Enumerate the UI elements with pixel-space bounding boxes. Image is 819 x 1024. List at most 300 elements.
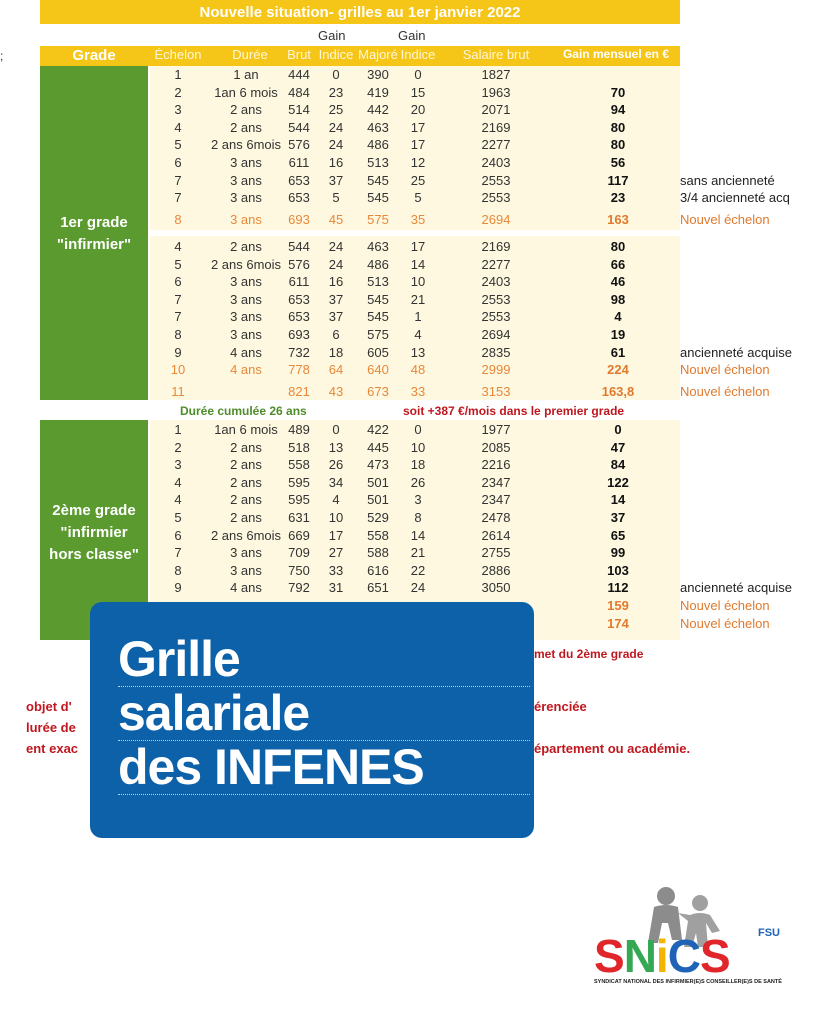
- cell-gain: 37: [610, 510, 626, 525]
- cell-salaire: 1963: [481, 84, 511, 100]
- cell-echelon: 8: [174, 211, 182, 227]
- table-row: [0, 327, 819, 345]
- cell-brut: 444: [288, 67, 310, 82]
- overlay-title: [118, 632, 424, 794]
- table-row: [0, 102, 819, 120]
- cell-indice-2: 14: [410, 527, 426, 543]
- cell-duree: 3 ans: [230, 274, 262, 290]
- cell-brut: 611: [288, 155, 310, 170]
- cell-majore: 640: [367, 362, 389, 378]
- cell-gain: 23: [610, 190, 626, 206]
- header-indice-2: Indice: [400, 47, 436, 62]
- cell-indice-2: 13: [410, 344, 426, 360]
- cell-echelon: 7: [174, 309, 182, 325]
- cell-echelon: 3: [174, 102, 182, 118]
- cell-echelon: 11: [171, 383, 185, 399]
- cell-majore: 575: [367, 211, 389, 227]
- header-brut: Brut: [287, 47, 311, 62]
- cell-echelon: 5: [174, 137, 182, 153]
- cell-gain: 19: [610, 327, 626, 342]
- cell-indice-2: 4: [414, 327, 422, 342]
- cell-echelon: 4: [174, 119, 182, 135]
- cell-majore: 673: [367, 383, 389, 399]
- cell-indice-2: 21: [410, 291, 426, 307]
- cell-majore: 616: [367, 562, 389, 578]
- cell-indice: 4: [332, 492, 340, 508]
- cell-duree: 3 ans: [230, 155, 262, 170]
- cell-gain: 47: [610, 439, 626, 455]
- cut-text: ;: [0, 49, 4, 63]
- logo-letter-s2: S: [699, 930, 730, 982]
- cell-brut: 653: [288, 172, 310, 188]
- cell-echelon: 7: [174, 190, 182, 206]
- cell-indice-2: 25: [410, 172, 426, 188]
- overlay-line-3: des INFENES: [118, 739, 424, 795]
- cell-majore: 422: [367, 422, 389, 437]
- logo-letter-i: i: [655, 930, 668, 982]
- cell-indice: 24: [328, 119, 344, 135]
- cell-echelon: 4: [174, 492, 182, 508]
- cell-indice-2: 22: [410, 562, 426, 578]
- row-note: Nouvel échelon: [680, 598, 770, 613]
- cell-brut: 544: [288, 239, 310, 254]
- cell-salaire: 2886: [481, 562, 511, 578]
- cell-salaire: 2085: [481, 439, 511, 455]
- cell-brut: 631: [288, 510, 310, 525]
- summary-duration: Durée cumulée 26 ans: [180, 404, 307, 418]
- cell-duree: 3 ans: [230, 309, 262, 325]
- cell-indice-2: 10: [410, 274, 426, 290]
- cell-echelon: 9: [174, 344, 182, 360]
- cell-majore: 486: [367, 137, 389, 153]
- grade1-label-2: "infirmier": [56, 236, 132, 253]
- cell-indice: 18: [328, 344, 344, 360]
- cell-majore: 486: [367, 256, 389, 272]
- row-note: Nouvel échelon: [680, 211, 770, 227]
- overlay-dotline-1: [118, 686, 530, 687]
- bottom-text-1-left: objet d': [26, 699, 72, 714]
- cell-majore: 575: [367, 327, 389, 342]
- cell-majore: 445: [367, 439, 389, 455]
- cell-indice: 31: [328, 580, 344, 596]
- cell-duree: 3 ans: [230, 172, 262, 188]
- table-row: [0, 545, 819, 563]
- header-duree: Durée: [232, 47, 268, 62]
- fsu-label: FSU: [758, 927, 780, 939]
- cell-salaire: 2553: [481, 172, 511, 188]
- cell-duree: 2 ans: [230, 457, 262, 473]
- cell-indice-2: 17: [410, 137, 426, 153]
- cell-majore: 545: [367, 172, 389, 188]
- cell-gain: 46: [610, 274, 626, 290]
- cell-salaire: 2694: [481, 211, 511, 227]
- cell-indice-2: 33: [410, 383, 426, 399]
- cell-indice: 26: [328, 457, 344, 473]
- table-row: [0, 422, 819, 440]
- cell-majore: 501: [367, 474, 389, 490]
- cell-gain: 14: [610, 492, 626, 508]
- cell-majore: 419: [367, 84, 389, 100]
- cell-gain: 174: [607, 615, 629, 631]
- cell-indice-2: 1: [414, 309, 422, 325]
- table-row: [0, 492, 819, 510]
- cell-echelon: 5: [174, 510, 182, 525]
- cell-gain: 4: [614, 309, 622, 325]
- cell-duree: 4 ans: [230, 580, 262, 596]
- cell-echelon: 6: [174, 527, 182, 543]
- cell-indice: 23: [328, 84, 344, 100]
- cell-echelon: 1: [174, 422, 182, 437]
- cell-brut: 518: [288, 439, 310, 455]
- cell-salaire: 2835: [481, 344, 511, 360]
- table-row: [0, 67, 819, 85]
- cell-gain: 159: [607, 598, 629, 613]
- cell-indice: 5: [332, 190, 340, 206]
- cell-duree: 2 ans 6mois: [210, 137, 282, 153]
- table-row: [0, 137, 819, 155]
- cell-gain: 94: [610, 102, 626, 118]
- cell-salaire: 2169: [481, 119, 511, 135]
- cell-gain: 56: [610, 155, 626, 170]
- cell-indice: 24: [328, 239, 344, 254]
- cell-duree: 1an 6 mois: [214, 84, 278, 100]
- cell-salaire: 2553: [481, 309, 511, 325]
- cell-gain: 112: [607, 580, 629, 596]
- cell-gain: 80: [610, 119, 626, 135]
- cell-brut: 489: [288, 422, 310, 437]
- cell-duree: 1 an: [233, 67, 259, 82]
- table-row: [0, 292, 819, 310]
- row-note: sans ancienneté: [680, 172, 775, 188]
- bottom-text-0: met du 2ème grade: [534, 647, 644, 661]
- cell-indice-2: 26: [410, 474, 426, 490]
- cell-brut: 693: [288, 211, 310, 227]
- header-salaire: Salaire brut: [462, 47, 530, 62]
- overlay-line-2: salariale: [118, 685, 310, 741]
- cell-salaire: 2277: [481, 137, 511, 153]
- cell-brut: 693: [288, 327, 310, 342]
- cell-duree: 3 ans: [230, 562, 262, 578]
- cell-echelon: 9: [174, 580, 182, 596]
- cell-indice-2: 0: [414, 422, 422, 437]
- cell-brut: 821: [288, 383, 310, 399]
- table-row: [0, 190, 819, 208]
- header-echelon: Échelon: [154, 47, 202, 62]
- cell-echelon: 7: [174, 172, 182, 188]
- cell-indice: 45: [328, 211, 344, 227]
- cell-majore: 651: [367, 580, 389, 596]
- cell-brut: 669: [288, 527, 310, 543]
- table-row: [0, 384, 819, 402]
- cell-salaire: 2347: [481, 474, 511, 490]
- cell-indice: 43: [328, 383, 344, 399]
- table-row: [0, 528, 819, 546]
- table-row: [0, 309, 819, 327]
- cell-gain: 117: [607, 172, 629, 188]
- cell-duree: 2 ans 6mois: [210, 256, 282, 272]
- bottom-text-2-left: lurée de: [26, 720, 76, 735]
- cell-indice-2: 24: [410, 580, 426, 596]
- table-row: [0, 239, 819, 257]
- cell-brut: 595: [288, 474, 310, 490]
- table-row: [0, 563, 819, 581]
- table-row: [0, 155, 819, 173]
- summary-gain: soit +387 €/mois dans le premier grade: [403, 404, 625, 418]
- cell-duree: 3 ans: [230, 211, 262, 227]
- bottom-text-1-right: érenciée: [534, 699, 587, 714]
- cell-brut: 653: [288, 309, 310, 325]
- cell-indice-2: 17: [410, 239, 426, 254]
- cell-brut: 653: [288, 291, 310, 307]
- cell-majore: 513: [367, 155, 389, 170]
- cell-gain: 163,8: [601, 383, 635, 399]
- cell-duree: 2 ans: [230, 119, 262, 135]
- cell-salaire: 2277: [481, 256, 511, 272]
- header-indice: Indice: [318, 47, 354, 62]
- cell-majore: 545: [367, 190, 389, 206]
- cell-brut: 792: [288, 580, 310, 596]
- cell-echelon: 10: [170, 362, 186, 378]
- cell-indice: 16: [328, 274, 344, 290]
- table-row: [0, 274, 819, 292]
- cell-brut: 576: [288, 256, 310, 272]
- grade2-label-3: hors classe": [49, 546, 139, 563]
- cell-echelon: 1: [174, 67, 182, 82]
- cell-brut: 484: [288, 84, 310, 100]
- cell-gain: 80: [610, 137, 626, 153]
- bottom-text-3-right: épartement ou académie.: [534, 741, 691, 756]
- cell-gain: 80: [610, 239, 626, 254]
- cell-gain: 98: [610, 291, 626, 307]
- table-row: [0, 257, 819, 275]
- cell-salaire: 3050: [481, 580, 511, 596]
- row-note: Nouvel échelon: [680, 362, 770, 378]
- cell-salaire: 2347: [481, 492, 511, 508]
- cell-salaire: 2553: [481, 291, 511, 307]
- cell-salaire: 3153: [481, 383, 511, 399]
- cell-gain: 0: [614, 422, 622, 437]
- table-row: [0, 120, 819, 138]
- cell-gain: 99: [610, 545, 626, 561]
- table-row: [0, 212, 819, 230]
- cell-indice-2: 18: [410, 457, 426, 473]
- row-note: ancienneté acquise: [680, 344, 793, 360]
- cell-duree: 2 ans: [230, 492, 262, 508]
- row-note: Nouvel échelon: [680, 383, 770, 399]
- cell-gain: 122: [607, 474, 629, 490]
- cell-indice: 25: [328, 102, 344, 118]
- cell-indice: 34: [328, 474, 344, 490]
- cell-majore: 513: [367, 274, 389, 290]
- cell-gain: 70: [610, 84, 626, 100]
- cell-salaire: 2755: [481, 545, 511, 561]
- cell-majore: 588: [367, 545, 389, 561]
- cell-indice: 24: [328, 256, 344, 272]
- table-row: [0, 457, 819, 475]
- cell-majore: 529: [367, 510, 389, 525]
- cell-gain: 224: [607, 362, 629, 378]
- grade2-label-1: 2ème grade: [52, 502, 136, 519]
- cell-indice-2: 3: [414, 492, 422, 508]
- cell-salaire: 2614: [481, 527, 511, 543]
- cell-gain: 84: [610, 457, 626, 473]
- cell-echelon: 2: [174, 84, 182, 100]
- logo-letter-n: N: [623, 930, 656, 982]
- cell-echelon: 7: [174, 545, 182, 561]
- cell-gain: 103: [607, 562, 629, 578]
- cell-brut: 576: [288, 137, 310, 153]
- cell-majore: 605: [367, 344, 389, 360]
- cell-indice: 6: [332, 327, 340, 342]
- cell-majore: 545: [367, 291, 389, 307]
- row-note: 3/4 ancienneté acq: [680, 190, 790, 206]
- table-row: [0, 475, 819, 493]
- cell-indice: 24: [328, 137, 344, 153]
- cell-indice: 0: [332, 67, 340, 82]
- cell-salaire: 2553: [481, 190, 511, 206]
- logo-subtitle: SYNDICAT NATIONAL DES INFIRMIER(E)S CONSEILLER(E)S DE SANTÉ: [594, 979, 782, 985]
- gain-header-1: Gain: [318, 28, 346, 43]
- cell-indice-2: 48: [410, 362, 426, 378]
- cell-indice: 33: [328, 562, 344, 578]
- snics-logo: [588, 885, 788, 1005]
- cell-echelon: 7: [174, 291, 182, 307]
- cell-indice-2: 5: [414, 190, 422, 206]
- table-row: [0, 345, 819, 363]
- cell-indice-2: 10: [410, 439, 426, 455]
- cell-duree: 3 ans: [230, 327, 262, 342]
- cell-indice-2: 8: [414, 510, 422, 525]
- cell-echelon: 3: [174, 457, 182, 473]
- overlay-dotline-3: [118, 794, 530, 795]
- cell-indice-2: 17: [410, 119, 426, 135]
- cell-indice-2: 0: [414, 67, 422, 82]
- cell-indice: 16: [328, 155, 344, 170]
- row-note: ancienneté acquise: [680, 580, 793, 596]
- cell-salaire: 2999: [481, 362, 511, 378]
- logo-letter-s: S: [594, 930, 624, 982]
- header-grade: Grade: [72, 47, 116, 64]
- cell-indice: 27: [328, 545, 344, 561]
- logo-letter-c: C: [667, 930, 700, 982]
- cell-gain: 66: [610, 256, 626, 272]
- table-row: [0, 510, 819, 528]
- cell-salaire: 1977: [481, 422, 511, 437]
- cell-duree: 2 ans: [230, 474, 262, 490]
- cell-indice: 0: [332, 422, 340, 437]
- cell-gain: 61: [610, 344, 626, 360]
- cell-brut: 732: [288, 344, 310, 360]
- cell-majore: 463: [367, 239, 389, 254]
- cell-echelon: 8: [174, 562, 182, 578]
- cell-indice-2: 21: [410, 545, 426, 561]
- header-majore: Majoré: [358, 47, 398, 62]
- cell-echelon: 4: [174, 474, 182, 490]
- bottom-text-3-left: ent exac: [26, 741, 79, 756]
- cell-duree: 1an 6 mois: [214, 422, 278, 437]
- table-row: [0, 173, 819, 191]
- cell-indice: 17: [328, 527, 344, 543]
- cell-majore: 501: [367, 492, 389, 508]
- header-gain-mensuel: Gain mensuel en €: [562, 47, 670, 61]
- cell-brut: 750: [288, 562, 310, 578]
- cell-salaire: 2216: [481, 457, 511, 473]
- cell-indice: 13: [328, 439, 344, 455]
- gain-header-2: Gain: [398, 28, 426, 43]
- cell-duree: 3 ans: [230, 545, 262, 561]
- cell-echelon: 4: [174, 239, 182, 254]
- cell-brut: 595: [288, 492, 310, 508]
- table-row: [0, 362, 819, 380]
- cell-indice-2: 20: [410, 102, 426, 118]
- overlay-line-1: Grille: [118, 631, 240, 687]
- snics-wordmark: [594, 930, 730, 982]
- table-title: Nouvelle situation- grilles au 1er janvier 2022: [40, 0, 680, 24]
- cell-duree: 4 ans: [230, 344, 262, 360]
- cell-salaire: 2169: [481, 239, 511, 254]
- grade2-label-2: "infirmier: [60, 524, 128, 541]
- cell-duree: 3 ans: [230, 190, 262, 206]
- cell-majore: 558: [367, 527, 389, 543]
- cell-brut: 544: [288, 119, 310, 135]
- row-note: Nouvel échelon: [680, 615, 770, 631]
- cell-brut: 709: [288, 545, 310, 561]
- cell-duree: 3 ans: [230, 291, 262, 307]
- table-row: [0, 440, 819, 458]
- cell-gain: 163: [607, 211, 629, 227]
- cell-majore: 390: [367, 67, 389, 82]
- cell-duree: 2 ans: [230, 102, 262, 118]
- cell-indice-2: 35: [410, 211, 426, 227]
- cell-brut: 558: [288, 457, 310, 473]
- cell-echelon: 6: [174, 274, 182, 290]
- cell-salaire: 2478: [481, 510, 511, 525]
- cell-brut: 778: [288, 362, 310, 378]
- cell-indice-2: 15: [410, 84, 426, 100]
- grade1-label-1: 1er grade: [60, 214, 128, 231]
- cell-duree: 2 ans: [230, 439, 262, 455]
- cell-majore: 473: [367, 457, 389, 473]
- cell-salaire: 2403: [481, 274, 511, 290]
- cell-salaire: 2403: [481, 155, 511, 170]
- cell-indice-2: 14: [410, 256, 426, 272]
- cell-majore: 545: [367, 309, 389, 325]
- cell-majore: 463: [367, 119, 389, 135]
- cell-duree: 2 ans: [230, 239, 262, 254]
- cell-duree: 4 ans: [230, 362, 262, 378]
- cell-indice-2: 12: [410, 155, 426, 170]
- cell-brut: 611: [288, 274, 310, 290]
- cell-duree: 2 ans: [230, 510, 262, 525]
- cell-salaire: 2694: [481, 327, 511, 342]
- cell-majore: 442: [367, 102, 389, 118]
- table-row: [0, 580, 819, 598]
- cell-brut: 653: [288, 190, 310, 206]
- cell-indice: 10: [328, 510, 344, 525]
- cell-echelon: 2: [174, 439, 182, 455]
- cell-indice: 37: [328, 309, 344, 325]
- cell-indice: 64: [328, 362, 344, 378]
- cell-salaire: 2071: [481, 102, 511, 118]
- cell-echelon: 8: [174, 327, 182, 342]
- cell-indice: 37: [328, 291, 344, 307]
- cell-echelon: 6: [174, 155, 182, 170]
- cell-indice: 37: [328, 172, 344, 188]
- cell-duree: 2 ans 6mois: [210, 527, 282, 543]
- table-row: [0, 85, 819, 103]
- cell-gain: 65: [610, 527, 626, 543]
- cell-salaire: 1827: [481, 67, 511, 82]
